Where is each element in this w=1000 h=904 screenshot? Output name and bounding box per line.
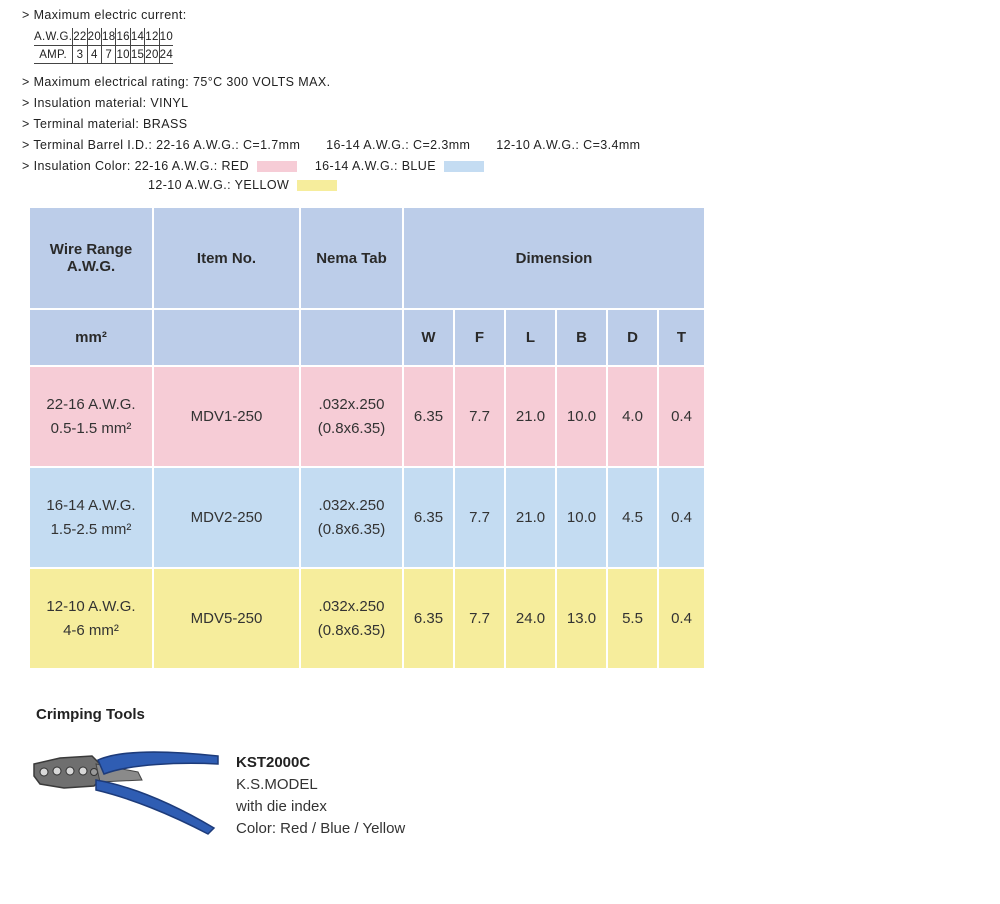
awg-cell: 22 [73,28,87,46]
awg-cell: 14 [130,28,144,46]
tab-mm: (0.8x6.35) [317,419,386,437]
dim-l-cell: 21.0 [506,367,555,466]
amp-cell: 3 [73,46,87,64]
color-line [22,159,484,173]
barrel-end: 12-10 A.W.G.: C=3.4mm [496,138,641,152]
dim-l-header: L [506,310,555,365]
wire-range-label: Wire Range [49,241,133,258]
dim-t-header: T [659,310,704,365]
item-no-cell: MDV1-250 [154,367,299,466]
tool-feature-line: with die index [236,798,327,815]
awg-row [34,28,173,46]
awg-value: 22-16 A.W.G. [46,395,136,413]
tool-model: KST2000C [236,754,311,771]
barrel-mid: 16-14 A.W.G.: C=2.3mm [326,138,471,152]
awg-cell: 20 [87,28,101,46]
color-line-2 [148,178,337,192]
item-no-cell: MDV2-250 [154,468,299,567]
awg-cell: 16 [116,28,130,46]
blue-swatch [444,161,484,172]
wire-range-cell [30,468,152,567]
barrel-line [22,138,640,152]
current-table [34,28,173,64]
tab-mm: (0.8x6.35) [317,621,386,639]
terminal-table [28,206,706,670]
blank-header [154,310,299,365]
awg-header: A.W.G. [34,28,73,46]
dim-d-header: D [608,310,657,365]
dim-f-header: F [455,310,504,365]
dim-t-cell: 0.4 [659,367,704,466]
amp-cell: 7 [102,46,116,64]
tab-inch: .032x.250 [318,597,385,615]
dim-t-cell: 0.4 [659,569,704,668]
tool-info [236,752,405,840]
dim-w-cell: 6.35 [404,569,453,668]
tab-inch: .032x.250 [318,395,385,413]
dim-f-cell: 7.7 [455,569,504,668]
dim-d-cell: 4.5 [608,468,657,567]
blank-header [301,310,402,365]
barrel-label: > Terminal Barrel I.D.: 22-16 A.W.G.: C=1.7mm [22,138,301,152]
red-swatch [257,161,297,172]
dim-b-cell: 10.0 [557,468,606,567]
dim-w-cell: 6.35 [404,468,453,567]
nema-tab-cell [301,468,402,567]
table-row [30,367,704,466]
color-blue-label: 16-14 A.W.G.: BLUE [314,159,436,173]
nema-tab-header: Nema Tab [301,208,402,308]
crimping-tools-title: Crimping Tools [36,706,145,723]
awg-value: 16-14 A.W.G. [46,496,136,514]
rating-line: > Maximum electrical rating: 75°C 300 VOLTS MAX. [22,75,331,89]
dim-w-cell: 6.35 [404,367,453,466]
dim-f-cell: 7.7 [455,367,504,466]
dim-f-cell: 7.7 [455,468,504,567]
table-row [30,569,704,668]
terminal-line: > Terminal material: BRASS [22,117,188,131]
mm-value: 1.5-2.5 mm² [50,520,132,538]
tab-inch: .032x.250 [318,496,385,514]
dim-b-cell: 10.0 [557,367,606,466]
tool-color-line: Color: Red / Blue / Yellow [236,820,406,837]
mm-value: 4-6 mm² [63,621,119,639]
dim-t-cell: 0.4 [659,468,704,567]
dim-b-cell: 13.0 [557,569,606,668]
nema-tab-cell [301,569,402,668]
color-yellow-label: 12-10 A.W.G.: YELLOW [148,178,290,192]
wire-range-cell [30,569,152,668]
wire-range-cell [30,367,152,466]
mm-value: 0.5-1.5 mm² [50,419,132,437]
tab-mm: (0.8x6.35) [317,520,386,538]
awg-cell: 18 [102,28,116,46]
amp-row [34,46,173,64]
wire-range-header [30,208,152,308]
awg-value: 12-10 A.W.G. [46,597,136,615]
subheader-row [30,310,704,365]
amp-cell: 24 [159,46,173,64]
dim-d-cell: 5.5 [608,569,657,668]
amp-cell: 10 [116,46,130,64]
tool-model-line: K.S.MODEL [236,776,318,793]
amp-cell: 15 [130,46,144,64]
mm-header: mm² [30,310,152,365]
amp-cell: 4 [87,46,101,64]
header-row [30,208,704,308]
yellow-swatch [297,180,337,191]
amp-cell: 20 [145,46,159,64]
nema-tab-cell [301,367,402,466]
awg-cell: 12 [145,28,159,46]
current-label: > Maximum electric current: [22,8,187,22]
dim-l-cell: 24.0 [506,569,555,668]
dim-l-cell: 21.0 [506,468,555,567]
item-no-header: Item No. [154,208,299,308]
dim-b-header: B [557,310,606,365]
item-no-cell: MDV5-250 [154,569,299,668]
dim-w-header: W [404,310,453,365]
amp-header: AMP. [34,46,73,64]
dim-d-cell: 4.0 [608,367,657,466]
insulation-line: > Insulation material: VINYL [22,96,189,110]
dimension-header: Dimension [404,208,704,308]
table-row [30,468,704,567]
color-red-label: > Insulation Color: 22-16 A.W.G.: RED [22,159,250,173]
awg-cell: 10 [159,28,173,46]
awg-label: A.W.G. [66,258,116,275]
crimping-tool-image [30,742,225,838]
